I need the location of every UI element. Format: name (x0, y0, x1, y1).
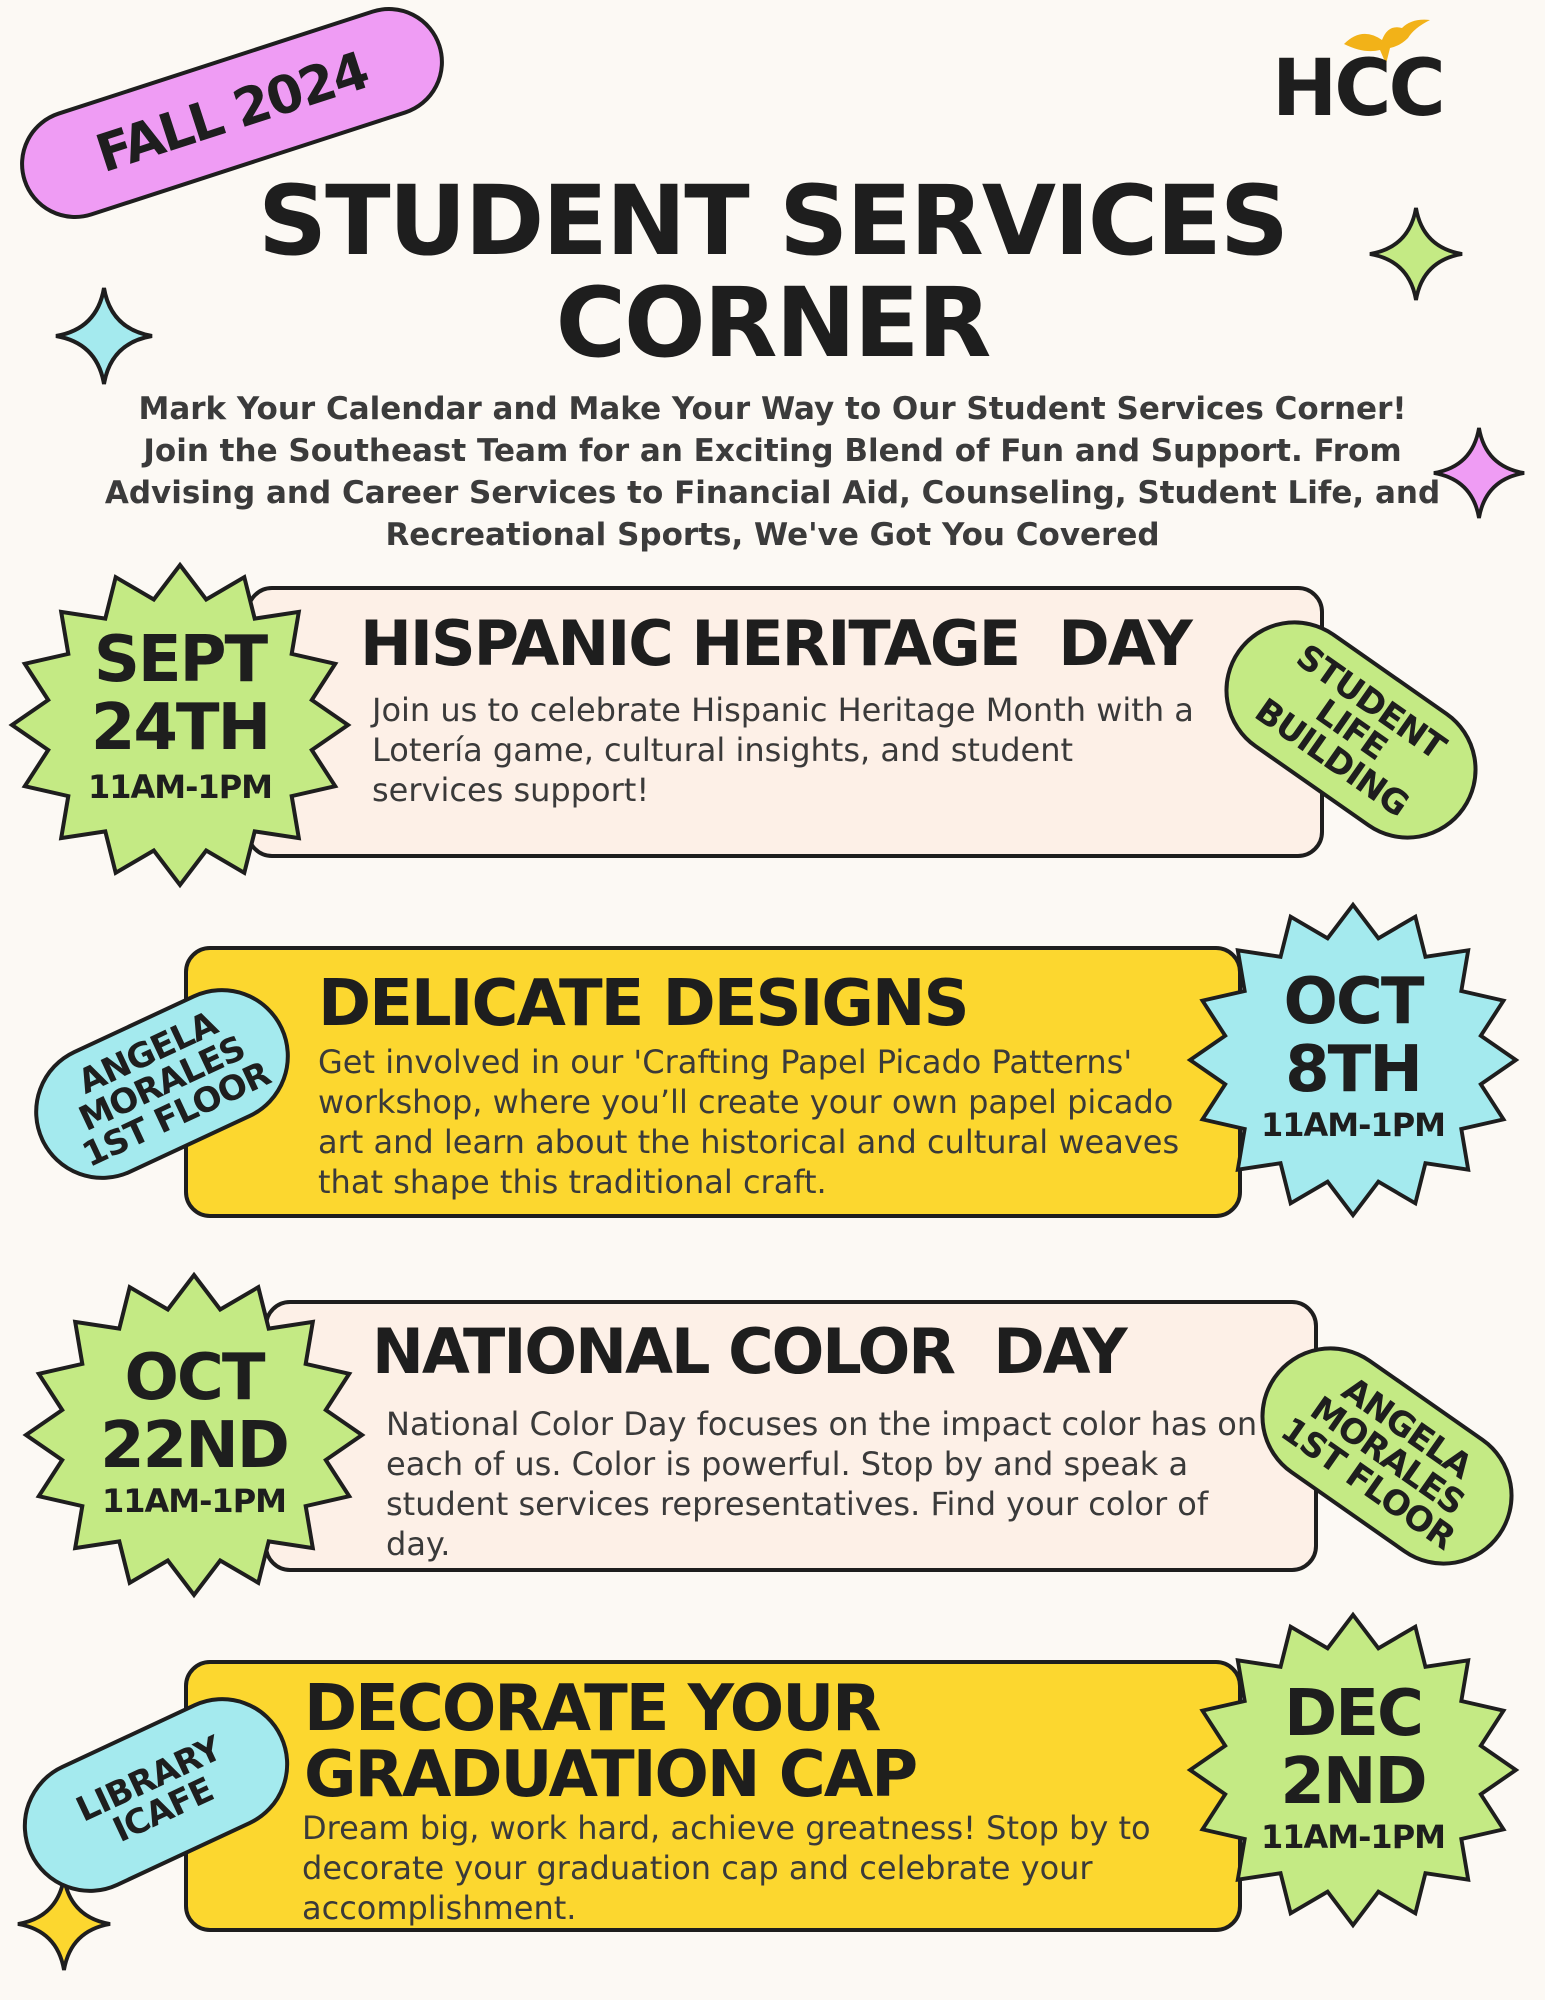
location-label: ANGELA MORALES 1ST FLOOR (1273, 1369, 1479, 1559)
event-title: NATIONAL COLOR DAY (372, 1315, 1126, 1388)
title-line: CORNER (555, 267, 990, 379)
event-time: 11AM-1PM (1261, 1818, 1445, 1856)
hcc-logo (1272, 14, 1477, 134)
event-time: 11AM-1PM (88, 768, 272, 806)
event-description: Dream big, work hard, achieve greatness! Stop by to decorate your graduation cap and celebrate your accomplishment. (302, 1809, 1151, 1927)
date-month: DEC (1284, 1677, 1422, 1751)
intro-line: Mark Your Calendar and Make Your Way to Our Student Services Corner! (138, 391, 1407, 427)
date-day: 2ND (1280, 1745, 1426, 1819)
date-month: SEPT (93, 623, 267, 697)
date-day: 24TH (90, 691, 270, 765)
date-day: 8TH (1285, 1033, 1421, 1107)
location-label: LIBRARY ICAFE (70, 1728, 228, 1851)
event-description: National Color Day focuses on the impact color has on each of us. Color is powerful. Stop by and speak a student services representatives. Find your color of day. (386, 1405, 1258, 1563)
semester-badge-label: FALL 2024 (89, 41, 375, 185)
logo-text: HCC (1272, 44, 1443, 134)
event-title: DELICATE DESIGNS (318, 967, 968, 1041)
date-month: OCT (124, 1341, 264, 1415)
location-label: STUDENT LIFE BUILDING (1247, 636, 1453, 826)
event-title (304, 1672, 917, 1812)
date-badge (14, 1270, 374, 1600)
intro-line: Join the Southeast Team for an Exciting Blend of Fun and Support. From (143, 433, 1402, 469)
event-title-line: GRADUATION CAP (304, 1738, 917, 1812)
event-time: 11AM-1PM (1261, 1106, 1445, 1144)
intro-line: Advising and Career Services to Financial Aid, Counseling, Student Life, and (104, 475, 1441, 511)
date-day: 22ND (100, 1409, 288, 1483)
event-time: 11AM-1PM (102, 1482, 286, 1520)
date-badge (1178, 900, 1528, 1220)
location-label: ANGELA MORALES 1ST FLOOR (72, 1003, 277, 1176)
date-badge (0, 560, 360, 890)
title-line: STUDENT SERVICES (258, 165, 1287, 277)
page-title (0, 165, 1545, 379)
event-description: Join us to celebrate Hispanic Heritage Month with a Lotería game, cultural insights, and student services support! (372, 691, 1194, 809)
date-month: OCT (1283, 965, 1423, 1039)
event-title-line: DECORATE YOUR (304, 1672, 880, 1746)
event-description: Get involved in our 'Crafting Papel Picado Patterns' workshop, where you’ll create your own papel picado art and learn about the historical and cultural weaves that shape this traditional craft. (318, 1043, 1180, 1201)
date-badge (1178, 1610, 1528, 1930)
event-title: HISPANIC HERITAGE DAY (360, 607, 1191, 680)
intro-text (60, 388, 1485, 556)
intro-line: Recreational Sports, We've Got You Covered (385, 517, 1160, 553)
